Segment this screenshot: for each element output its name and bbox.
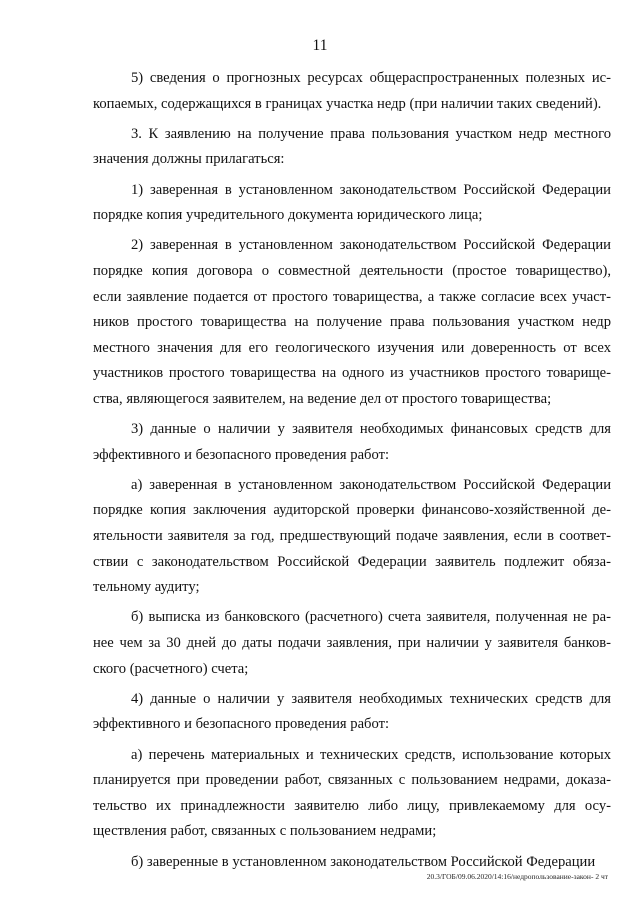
paragraph-line: 2) заверенная в установленном законодательством Российской Федерации xyxy=(131,237,611,254)
paragraph xyxy=(93,66,611,117)
page-number: 11 xyxy=(312,37,328,54)
paragraph-line: эффективного и безопасного проведения работ: xyxy=(93,716,390,733)
paragraph xyxy=(93,687,611,738)
paragraph xyxy=(93,473,611,601)
paragraph-line: нее чем за 30 дней до даты подачи заявления, при наличии у заявителя банков- xyxy=(93,635,611,652)
paragraph-line: участников простого товарищества на одного из участников простого товарище- xyxy=(93,365,611,382)
paragraph-line: 1) заверенная в установленном законодательством Российской Федерации xyxy=(131,181,611,198)
paragraph-line: ства, являющегося заявителем, на ведение дел от простого товарищества; xyxy=(93,390,552,407)
paragraph-line: б) заверенные в установленном законодательством Российской Федерации xyxy=(131,853,596,870)
paragraph-line: ского (расчетного) счета; xyxy=(93,660,249,677)
paragraph xyxy=(93,417,611,468)
paragraph-line: 3) данные о наличии у заявителя необходимых финансовых средств для xyxy=(131,421,611,438)
paragraph xyxy=(93,122,611,173)
paragraph-line: значения должны прилагаться: xyxy=(93,151,285,168)
paragraph-line: если заявление подается от простого товарищества, а также согласие всех участ- xyxy=(93,288,611,305)
paragraph-line: порядке копия учредительного документа юридического лица; xyxy=(93,207,483,224)
paragraph-line: копаемых, содержащихся в границах участка недр (при наличии таких сведений). xyxy=(93,95,602,112)
paragraph xyxy=(93,605,611,682)
paragraph-line: 3. К заявлению на получение права пользования участком недр местного xyxy=(131,125,611,142)
paragraph-line: ществления работ, связанных с пользованием недрами; xyxy=(93,823,437,840)
paragraph xyxy=(93,743,611,845)
paragraph-line: а) заверенная в установленном законодательством Российской Федерации xyxy=(131,476,611,493)
paragraph-line: а) перечень материальных и технических средств, использование которых xyxy=(131,746,611,763)
paragraph-line: эффективного и безопасного проведения работ: xyxy=(93,446,390,463)
paragraph xyxy=(93,178,611,229)
document-body xyxy=(93,66,611,875)
paragraph-line: 5) сведения о прогнозных ресурсах общераспространенных полезных ис- xyxy=(131,70,611,86)
footer-stamp: 20.3/ГОБ/09.06.2020/14:16/недропользование-закон- 2 чт xyxy=(426,872,608,881)
paragraph-line: ствии с законодательством Российской Федерации заявитель подлежит обяза- xyxy=(93,553,611,570)
paragraph-line: б) выписка из банковского (расчетного) счета заявителя, полученная не ра- xyxy=(131,609,611,626)
paragraph-line: порядке копия договора о совместной деятельности (простое товарищество), xyxy=(93,262,611,279)
paragraph-line: тельство их принадлежности заявителю либо лицу, привлекаемому для осу- xyxy=(93,797,611,814)
paragraph-line: 4) данные о наличии у заявителя необходимых технических средств для xyxy=(131,690,611,707)
paragraph-line: ятельности заявителя за год, предшествующий подаче заявления, если в соответ- xyxy=(93,528,611,545)
paragraph-line: местного значения для его геологического изучения или доверенность от всех xyxy=(93,339,611,356)
paragraph-line: порядке копия заключения аудиторской проверки финансово-хозяйственной де- xyxy=(93,502,611,519)
paragraph-line: ников простого товарищества на получение права пользования участком недр xyxy=(93,314,611,331)
paragraph-line: планируется при проведении работ, связанных с пользованием недрами, доказа- xyxy=(93,772,611,789)
paragraph xyxy=(93,233,611,412)
paragraph-line: тельному аудиту; xyxy=(93,579,200,596)
